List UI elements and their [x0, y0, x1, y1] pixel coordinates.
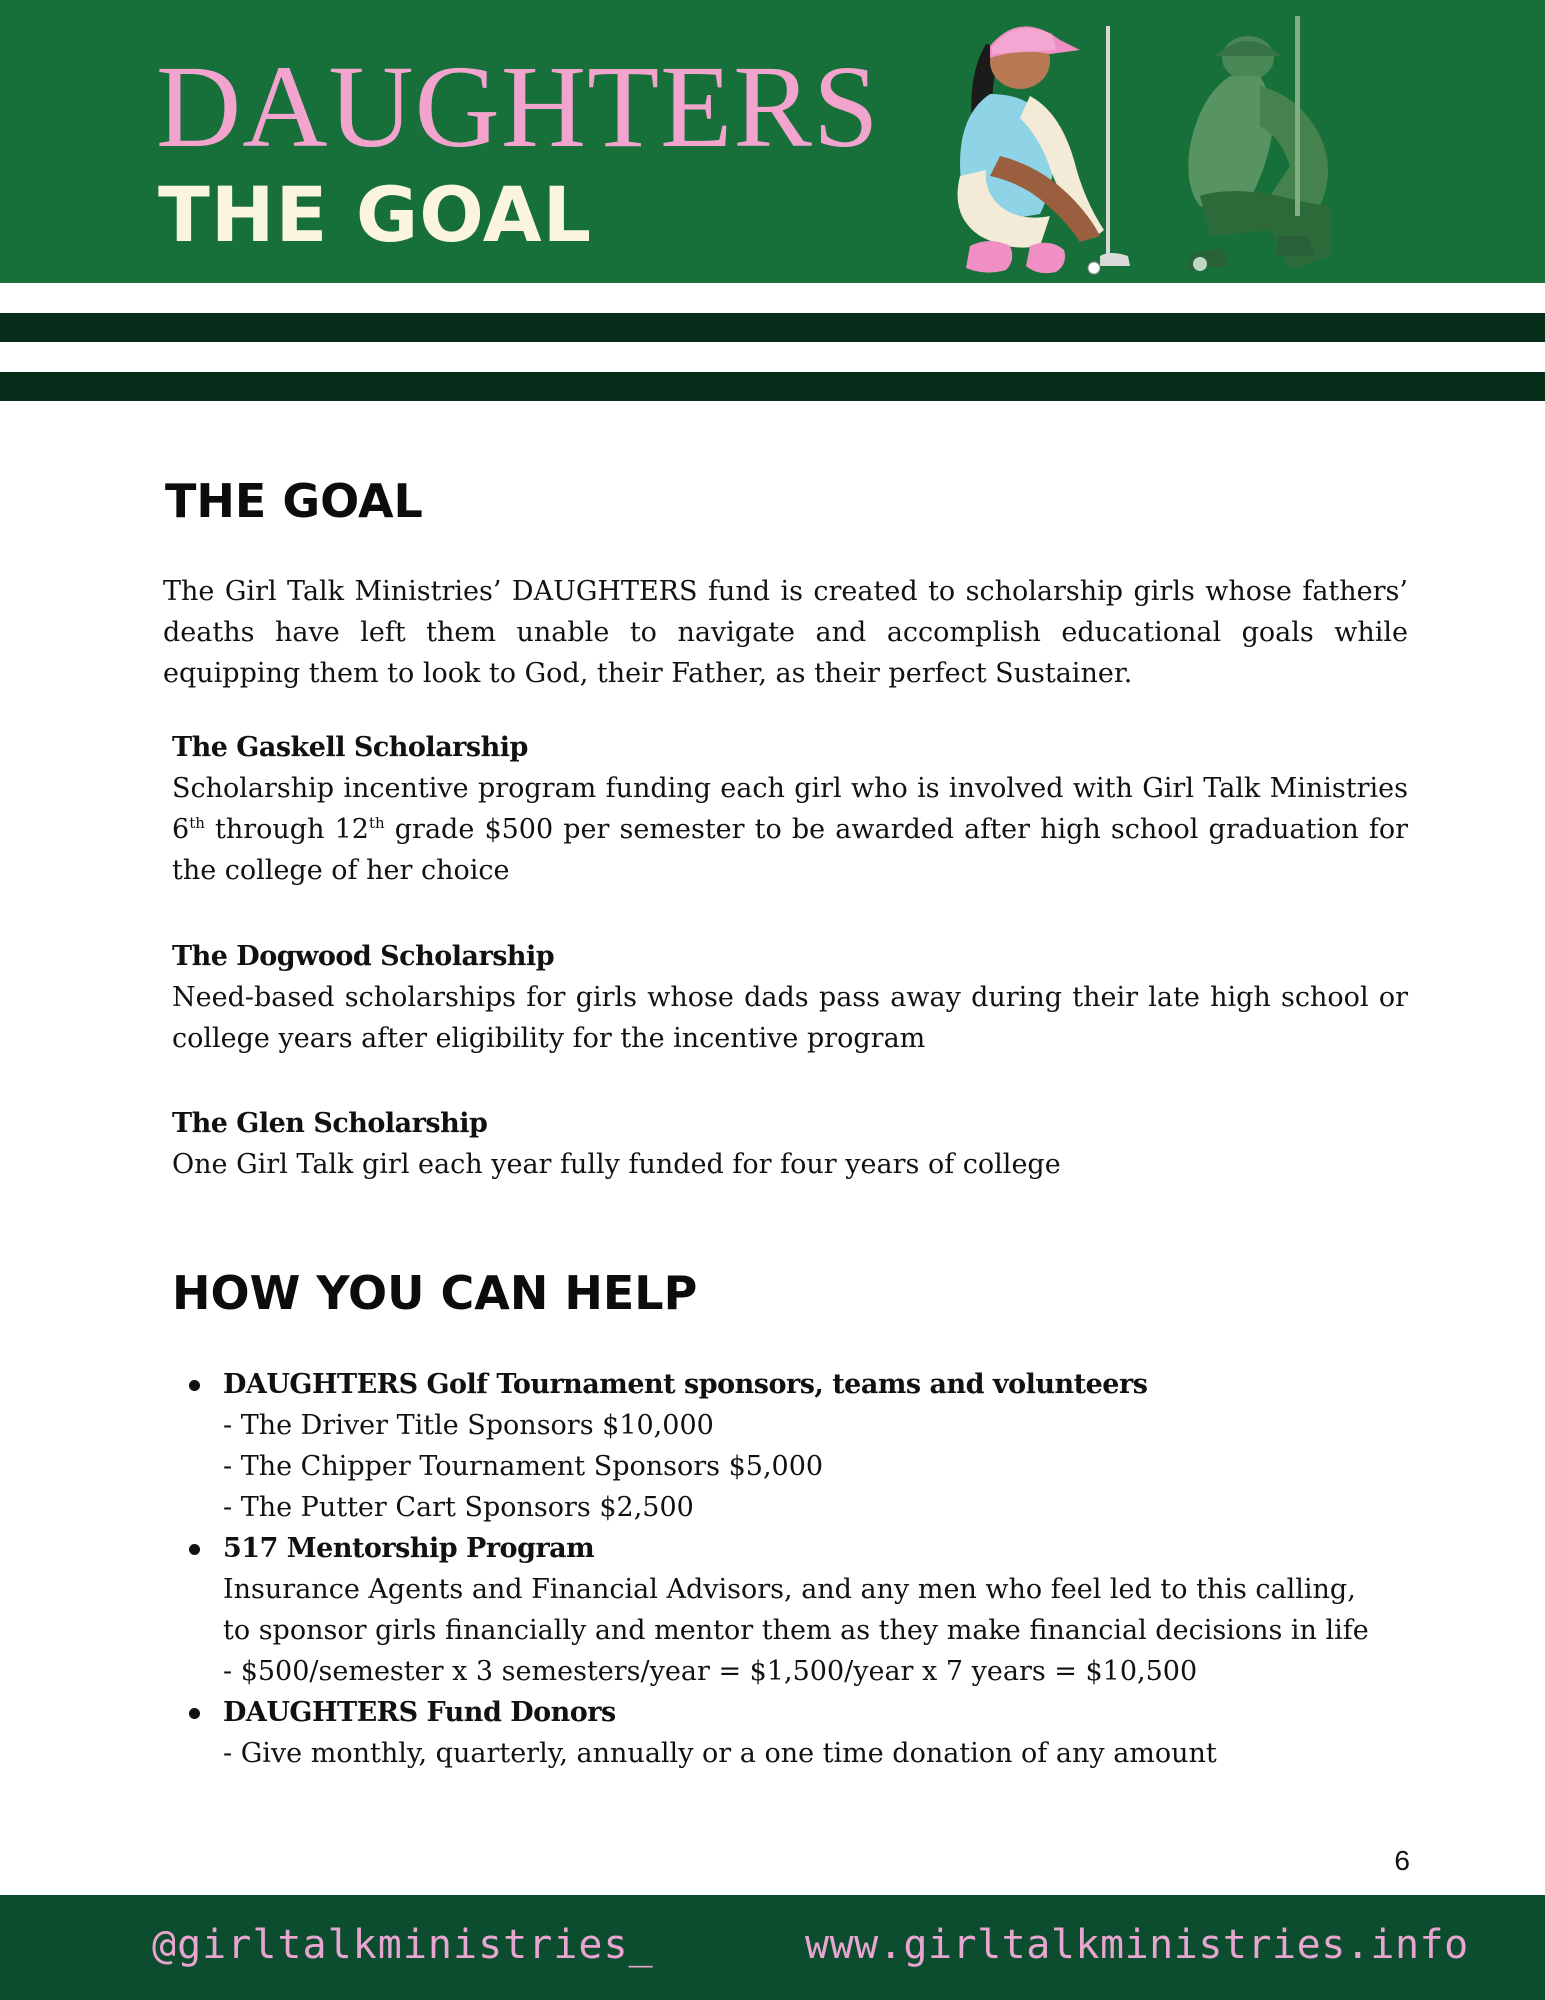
goal-heading: THE GOAL — [165, 474, 423, 528]
golfer-girl-and-father-illustration — [930, 6, 1400, 283]
scholarship-title: The Gaskell Scholarship — [172, 732, 528, 763]
help-item-line: to sponsor girls financially and mentor them as they make financial decisions in life — [223, 1615, 1369, 1646]
list-item — [186, 1364, 1426, 1528]
help-list — [186, 1364, 1426, 1774]
list-item — [186, 1528, 1426, 1692]
help-heading: HOW YOU CAN HELP — [172, 1266, 698, 1320]
website-url: www.girltalkministries.info — [805, 1922, 1469, 1968]
scholarship-text: Need-based scholarships for girls whose dads pass away during their late high school or college years after eligibility for the incentive program — [172, 982, 1408, 1054]
footer-bar — [0, 1895, 1545, 2000]
bullet-icon — [189, 1708, 200, 1719]
help-item-line: - Give monthly, quarterly, annually or a one time donation of any amount — [223, 1738, 1217, 1769]
dogwood-scholarship — [172, 936, 1408, 1059]
help-item-line: - $500/semester x 3 semesters/year = $1,500/year x 7 years = $10,500 — [223, 1656, 1198, 1687]
header-subtitle: THE GOAL — [158, 170, 593, 259]
scholarship-title: The Dogwood Scholarship — [172, 941, 555, 972]
scholarship-title: The Glen Scholarship — [172, 1108, 488, 1139]
help-item-line: - The Putter Cart Sponsors $2,500 — [223, 1492, 694, 1523]
scholarship-text: One Girl Talk girl each year fully funded for four years of college — [172, 1149, 1061, 1180]
brand-title: DAUGHTERS — [156, 41, 880, 172]
goal-intro: The Girl Talk Ministries’ DAUGHTERS fund is created to scholarship girls whose fathers’ deaths have left them unable to navigate and accomplish educational goals while equipping them to look to God, their Father, as their perfect Sustainer. — [163, 576, 1408, 689]
header-stripe-top — [0, 313, 1545, 342]
header-banner — [0, 0, 1545, 283]
help-item-title: DAUGHTERS Golf Tournament sponsors, teams and volunteers — [223, 1369, 1148, 1400]
scholarship-text: Scholarship incentive program funding each girl who is involved with Girl Talk Ministries 6th through 12th grade $500 per semester to be awarded after high school graduation for the college of her choice — [172, 773, 1408, 886]
bullet-icon — [189, 1380, 200, 1391]
help-item-title: DAUGHTERS Fund Donors — [223, 1697, 616, 1728]
glen-scholarship — [172, 1103, 1408, 1185]
page-number: 6 — [1394, 1845, 1410, 1876]
bullet-icon — [189, 1544, 200, 1555]
list-item — [186, 1692, 1426, 1774]
help-item-line: - The Driver Title Sponsors $10,000 — [223, 1410, 714, 1441]
social-handle: @girltalkministries_ — [152, 1922, 654, 1968]
help-item-title: 517 Mentorship Program — [223, 1533, 595, 1564]
help-item-line: - The Chipper Tournament Sponsors $5,000 — [223, 1451, 824, 1482]
header-stripe-bottom — [0, 372, 1545, 401]
help-item-line: Insurance Agents and Financial Advisors, and any men who feel led to this calling, — [223, 1574, 1356, 1605]
gaskell-scholarship — [172, 727, 1408, 891]
